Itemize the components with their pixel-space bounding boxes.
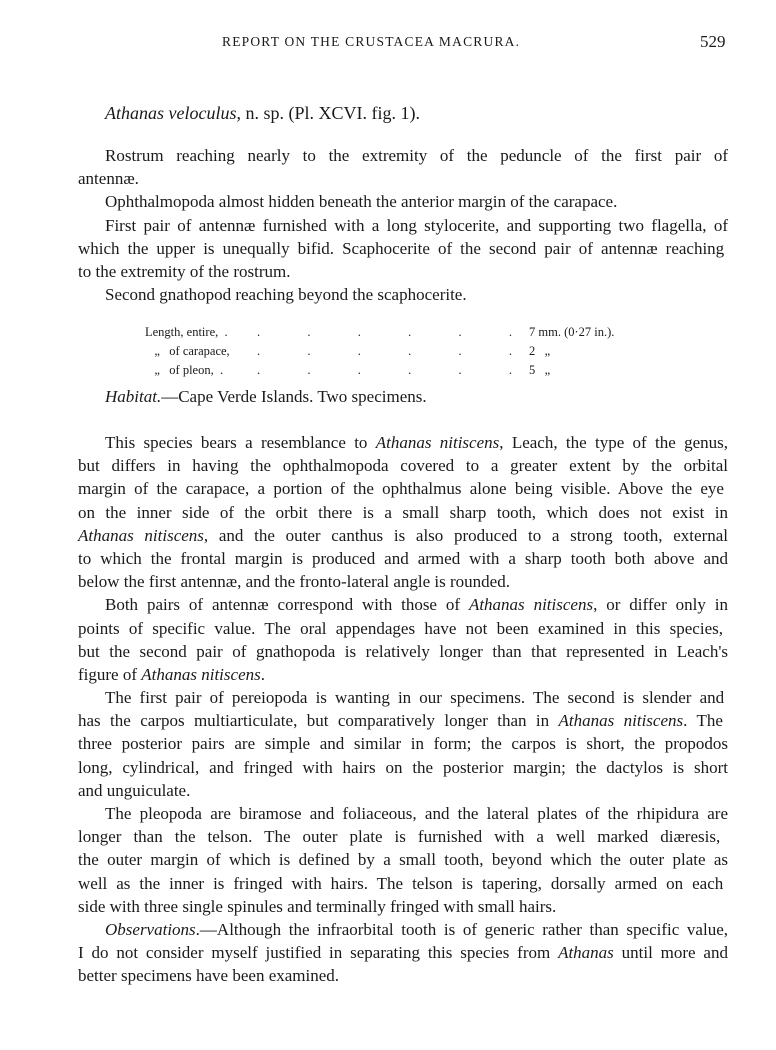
italic-taxon: Athanas nitiscens [468, 595, 594, 615]
text-line [78, 190, 728, 213]
text-segment: but differs in having the ophthalmopoda covered to a greater extent by the orbital [78, 456, 728, 476]
text-segment: but the second pair of gnathopoda is relatively longer than that represented in Leach's [78, 641, 728, 661]
text-line [78, 454, 728, 477]
dot-leader: . . . . . . [257, 363, 512, 377]
text-segment: the outer margin of which is defined by a small tooth, beyond which the outer plate as [78, 850, 728, 870]
species-heading [105, 103, 420, 124]
species-plate-ref: , n. sp. (Pl. XCVI. fig. 1). [236, 103, 420, 123]
text-line [78, 918, 728, 941]
measurement-value: 7 mm. (0·27 in.). [529, 325, 615, 339]
text-segment: margin of the carapace, a portion of the ophthalmus alone being visible. Above the eye [78, 479, 724, 499]
text-segment: until more and [613, 943, 728, 963]
text-line [78, 732, 728, 755]
text-segment: First pair of antennæ furnished with a long stylocerite, and supporting two flagella, of [105, 215, 728, 235]
text-segment: side with three single spinules and terminally fringed with small hairs. [78, 896, 557, 916]
text-line [78, 237, 728, 260]
text-line [78, 825, 728, 848]
text-segment: antennæ. [78, 169, 139, 189]
text-line [78, 941, 728, 964]
running-title: REPORT ON THE CRUSTACEA MACRURA. [222, 34, 521, 49]
text-line [78, 431, 728, 454]
italic-taxon: Athanas nitiscens [141, 664, 261, 684]
italic-taxon: Observations [105, 919, 196, 939]
text-line [78, 756, 728, 779]
text-segment: I do not consider myself justified in separating this species from [78, 943, 559, 963]
habitat-line [105, 387, 427, 407]
text-segment: better specimens have been examined. [78, 966, 340, 986]
measurement-value: 5 „ [529, 363, 551, 377]
text-line [78, 167, 728, 190]
text-segment: This species bears a resemblance to [105, 433, 376, 452]
page-number: 529 [700, 32, 726, 51]
text-segment: and unguiculate. [78, 780, 191, 800]
body-text [78, 431, 728, 988]
measurement-row [145, 323, 665, 342]
text-segment: Rostrum reaching nearly to the extremity of the peduncle of the first pair of [105, 146, 728, 165]
measurement-row [145, 361, 665, 380]
italic-taxon: Athanas [558, 943, 614, 963]
text-segment: , and the outer canthus is also produced to a strong tooth, external [203, 525, 728, 545]
text-line [78, 964, 728, 987]
text-segment: The pleopoda are biramose and foliaceous, and the lateral plates of the rhipidura are [105, 804, 728, 823]
measurement-label: Length, entire, . [145, 325, 228, 339]
text-line [78, 570, 728, 593]
text-line [78, 895, 728, 918]
text-line [78, 640, 728, 663]
text-segment: . [260, 664, 265, 684]
text-segment: below the first antennæ, and the fronto-lateral angle is rounded. [78, 572, 510, 592]
text-line [78, 524, 728, 547]
text-line [78, 501, 728, 524]
text-segment: longer than the telson. The outer plate is furnished with a well marked diæresis, [78, 827, 721, 847]
text-segment: , or differ only in [593, 595, 728, 615]
text-segment: which the upper is unequally bifid. Scaphocerite of the second pair of antennæ reaching [78, 238, 725, 258]
text-segment: The first pair of pereiopoda is wanting in our specimens. The second is slender and [105, 688, 725, 708]
dot-leader: . . . . . . [257, 344, 512, 358]
text-segment: , Leach, the type of the genus, [499, 433, 728, 452]
text-line [78, 709, 728, 732]
italic-taxon: Athanas nitiscens [78, 525, 204, 545]
measurements-table [145, 323, 665, 380]
habitat-text: —Cape Verde Islands. Two specimens. [161, 387, 427, 406]
text-line [78, 214, 728, 237]
text-line [78, 848, 728, 871]
dot-leader: . . . . . . [257, 325, 512, 339]
italic-taxon: Athanas nitiscens [558, 711, 684, 731]
text-line [78, 260, 728, 283]
measurement-value: 2 „ [529, 344, 551, 358]
measurement-label: „ of pleon, . [145, 363, 224, 377]
text-segment: Second gnathopod reaching beyond the scaphocerite. [105, 285, 467, 305]
text-line [78, 283, 728, 306]
species-description [78, 144, 728, 306]
text-segment: well as the inner is fringed with hairs. The telson is tapering, dorsally armed on each [78, 873, 724, 893]
text-line [78, 686, 728, 709]
measurement-row [145, 342, 665, 361]
italic-taxon: Athanas nitiscens [375, 433, 500, 452]
text-segment: figure of [78, 664, 142, 684]
text-segment: on the inner side of the orbit there is a small sharp tooth, which does not exist in [78, 502, 728, 522]
text-segment: has the carpos multiarticulate, but comparatively longer than in [78, 711, 559, 731]
text-line [78, 802, 728, 825]
text-line [78, 593, 728, 616]
text-segment: .—Although the infraorbital tooth is of generic rather than specific value, [195, 919, 728, 939]
page-header [0, 34, 776, 56]
text-segment: . The [683, 711, 723, 731]
text-line [78, 663, 728, 686]
text-line [78, 779, 728, 802]
text-line [78, 617, 728, 640]
text-segment: to which the frontal margin is produced and armed with a sharp tooth both above and [78, 548, 728, 568]
text-segment: points of specific value. The oral appendages have not been examined in this species, [78, 618, 723, 638]
text-line [78, 547, 728, 570]
text-segment: Ophthalmopoda almost hidden beneath the anterior margin of the carapace. [105, 192, 618, 212]
text-segment: long, cylindrical, and fringed with hairs on the posterior margin; the dactylos is short [78, 757, 728, 777]
text-segment: to the extremity of the rostrum. [78, 261, 291, 281]
measurement-label: „ of carapace, [145, 344, 230, 358]
text-segment: Both pairs of antennæ correspond with those of [105, 595, 469, 615]
text-line [78, 477, 728, 500]
habitat-label: Habitat. [105, 387, 162, 406]
species-name: Athanas veloculus [105, 103, 237, 123]
text-line [78, 144, 728, 167]
text-line [78, 872, 728, 895]
text-segment: three posterior pairs are simple and similar in form; the carpos is short, the propodos [78, 734, 728, 754]
